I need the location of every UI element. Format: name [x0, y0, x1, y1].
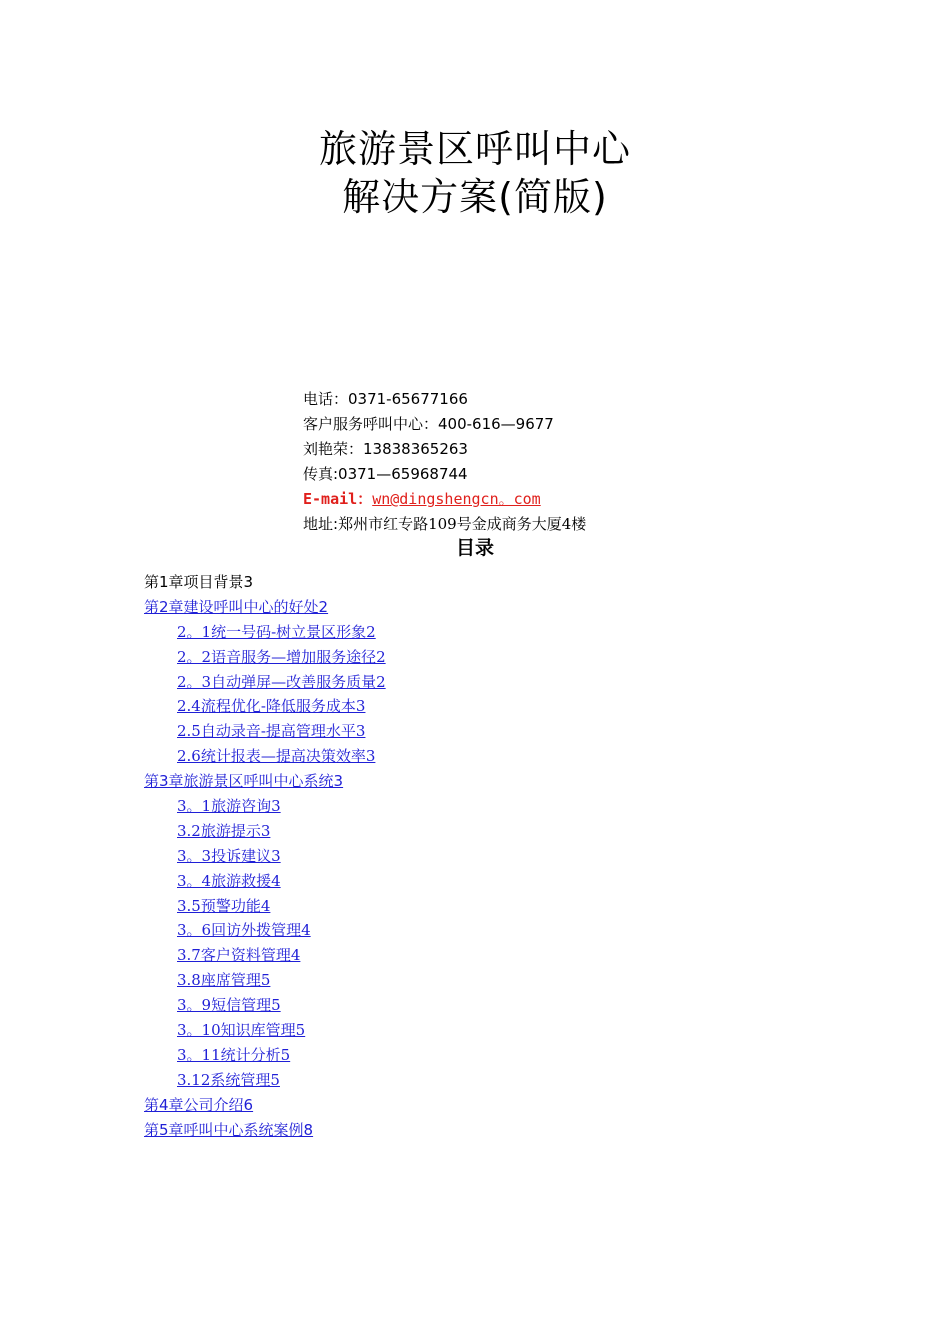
toc-link-3-3[interactable]: 3。3投诉建议3: [177, 846, 281, 865]
address-label: 地址:: [303, 515, 339, 533]
toc-link-3-4[interactable]: 3。4旅游救援4: [177, 871, 281, 890]
document-title-line1: 旅游景区呼叫中心: [318, 127, 631, 171]
toc-link-3-1[interactable]: 3。1旅游咨询3: [177, 797, 281, 816]
toc-link-3-11[interactable]: 3。11统计分析5: [177, 1045, 291, 1064]
toc-link-2-2[interactable]: 2。2语音服务—增加服务途径2: [177, 647, 386, 666]
toc-heading: 目录: [455, 537, 494, 559]
contact-fax: 传真:0371—65968744: [303, 465, 468, 483]
email-label: E-mail：: [303, 490, 373, 508]
table-of-contents: [144, 570, 386, 1142]
contact-address: [303, 512, 586, 537]
email-link[interactable]: wn@dingshengcn。com: [372, 490, 541, 508]
contact-person: 刘艳荣：13838365263: [303, 440, 468, 458]
toc-link-2-3[interactable]: 2。3自动弹屏—改善服务质量2: [177, 672, 386, 691]
document-title-line2: 解决方案(简版): [342, 175, 608, 219]
toc-link-3-2[interactable]: 3.2旅游提示3: [177, 821, 271, 840]
toc-link-3-10[interactable]: 3。10知识库管理5: [177, 1021, 306, 1040]
toc-link-2-6[interactable]: 2.6统计报表—提高决策效率3: [177, 747, 376, 766]
toc-link-chapter-3[interactable]: 第3章旅游景区呼叫中心系统3: [144, 772, 344, 791]
contact-phone: 电话：0371-65677166: [303, 390, 468, 408]
toc-link-3-9[interactable]: 3。9短信管理5: [177, 996, 281, 1015]
toc-link-2-5[interactable]: 2.5自动录音-提高管理水平3: [177, 722, 366, 741]
toc-link-3-7[interactable]: 3.7客户资料管理4: [177, 946, 301, 965]
toc-link-2-4[interactable]: 2.4流程优化-降低服务成本3: [177, 697, 366, 716]
address-value: 郑州市红专路109号金成商务大厦4楼: [338, 515, 587, 533]
toc-link-chapter-2[interactable]: 第2章建设呼叫中心的好处2: [144, 597, 329, 616]
toc-link-3-6[interactable]: 3。6回访外拨管理4: [177, 921, 311, 940]
toc-link-3-8[interactable]: 3.8座席管理5: [177, 971, 271, 990]
toc-link-3-12[interactable]: 3.12系统管理5: [177, 1070, 280, 1089]
contact-email: [303, 487, 586, 512]
toc-link-2-1[interactable]: 2。1统一号码-树立景区形象2: [177, 622, 376, 641]
contact-block: [303, 387, 586, 537]
contact-hotline: 客户服务呼叫中心：400-616—9677: [303, 415, 554, 433]
toc-link-chapter-4[interactable]: 第4章公司介绍6: [144, 1095, 254, 1114]
toc-link-3-5[interactable]: 3.5预警功能4: [177, 896, 271, 915]
toc-entry-chapter-1: 第1章项目背景3: [144, 573, 254, 591]
toc-link-chapter-5[interactable]: 第5章呼叫中心系统案例8: [144, 1120, 314, 1139]
